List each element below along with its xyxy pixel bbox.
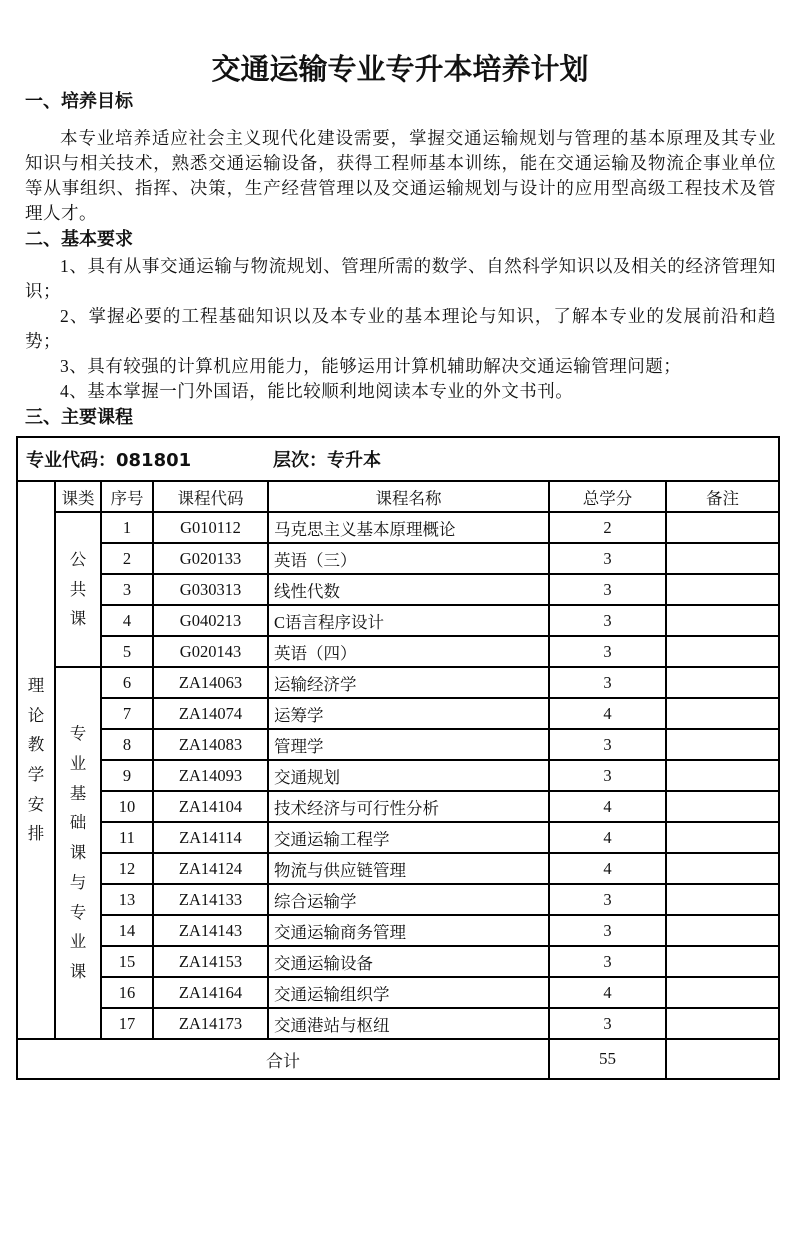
cell-remark	[666, 574, 779, 605]
cell-no: 7	[101, 698, 153, 729]
table-row	[17, 760, 779, 791]
cell-credits: 3	[549, 915, 666, 946]
category-major-label: 专业基础课与专业课	[69, 724, 87, 981]
cell-no: 13	[101, 884, 153, 915]
cell-no: 6	[101, 667, 153, 698]
cell-course-code: ZA14074	[153, 698, 268, 729]
cell-credits: 3	[549, 636, 666, 667]
course-table	[16, 436, 780, 1080]
table-row	[17, 884, 779, 915]
category-public-cell	[55, 512, 101, 667]
section2-heading: 二、基本要求	[25, 229, 133, 250]
cell-no: 8	[101, 729, 153, 760]
cell-course-code: ZA14153	[153, 946, 268, 977]
cell-remark	[666, 946, 779, 977]
cell-course-code: ZA14093	[153, 760, 268, 791]
table-row	[17, 543, 779, 574]
section3-heading: 三、主要课程	[25, 407, 133, 428]
requirement-item-2: 2、掌握必要的工程基础知识以及本专业的基本理论与知识，了解本专业的发展前沿和趋势；	[25, 306, 776, 351]
major-code-value: 081801	[116, 450, 192, 471]
table-row	[17, 574, 779, 605]
table-row	[17, 605, 779, 636]
cell-no: 12	[101, 853, 153, 884]
section1-paragraph: 本专业培养适应社会主义现代化建设需要，掌握交通运输规划与管理的基本原理及其专业知识与相关技术，熟悉交通运输设备，获得工程师基本训练，能在交通运输及物流企事业单位等从事组织、指挥、决策，生产经营管理以及交通运输规划与设计的应用型高级工程技术及管理人才。	[25, 128, 776, 223]
cell-credits: 2	[549, 512, 666, 543]
cell-credits: 3	[549, 574, 666, 605]
table-row	[17, 667, 779, 698]
table-row	[17, 977, 779, 1008]
cell-credits: 4	[549, 822, 666, 853]
total-credits-cell: 55	[549, 1039, 666, 1079]
cell-course-name: 运输经济学	[268, 667, 549, 698]
cell-credits: 3	[549, 605, 666, 636]
cell-no: 14	[101, 915, 153, 946]
table-row	[17, 729, 779, 760]
cell-remark	[666, 884, 779, 915]
table-row	[17, 853, 779, 884]
total-label-cell: 合计	[17, 1039, 549, 1079]
cell-course-code: ZA14173	[153, 1008, 268, 1039]
header-no: 序号	[101, 481, 153, 512]
major-code	[26, 446, 273, 472]
table-header-row	[17, 481, 779, 512]
cell-course-name: 交通港站与枢纽	[268, 1008, 549, 1039]
cell-course-name: 管理学	[268, 729, 549, 760]
cell-no: 2	[101, 543, 153, 574]
category-public-label: 公共课	[69, 549, 87, 629]
meta-cell	[17, 437, 779, 481]
category-major-cell	[55, 667, 101, 1039]
section1-heading: 一、培养目标	[25, 91, 133, 112]
cell-course-code: G020143	[153, 636, 268, 667]
cell-course-code: G020133	[153, 543, 268, 574]
cell-remark	[666, 512, 779, 543]
table-row	[17, 512, 779, 543]
table-row	[17, 636, 779, 667]
cell-remark	[666, 667, 779, 698]
cell-course-code: ZA14143	[153, 915, 268, 946]
cell-course-name: 交通运输组织学	[268, 977, 549, 1008]
major-code-label: 专业代码：	[26, 450, 116, 471]
header-course-code: 课程代码	[153, 481, 268, 512]
cell-course-code: ZA14114	[153, 822, 268, 853]
cell-remark	[666, 977, 779, 1008]
cell-course-code: ZA14164	[153, 977, 268, 1008]
table-row	[17, 822, 779, 853]
cell-no: 16	[101, 977, 153, 1008]
total-remark-cell	[666, 1039, 779, 1079]
cell-credits: 3	[549, 729, 666, 760]
cell-credits: 4	[549, 698, 666, 729]
cell-course-code: ZA14133	[153, 884, 268, 915]
cell-credits: 3	[549, 1008, 666, 1039]
cell-remark	[666, 853, 779, 884]
cell-no: 15	[101, 946, 153, 977]
cell-course-name: 运筹学	[268, 698, 549, 729]
cell-remark	[666, 729, 779, 760]
cell-course-name: 线性代数	[268, 574, 549, 605]
header-credits: 总学分	[549, 481, 666, 512]
requirement-item-1: 1、具有从事交通运输与物流规划、管理所需的数学、自然科学知识以及相关的经济管理知识；	[25, 256, 776, 301]
cell-remark	[666, 760, 779, 791]
cell-remark	[666, 1008, 779, 1039]
cell-no: 11	[101, 822, 153, 853]
cell-no: 17	[101, 1008, 153, 1039]
cell-no: 9	[101, 760, 153, 791]
cell-remark	[666, 636, 779, 667]
cell-credits: 3	[549, 543, 666, 574]
cell-course-name: 交通运输商务管理	[268, 915, 549, 946]
cell-remark	[666, 605, 779, 636]
cell-no: 3	[101, 574, 153, 605]
cell-course-name: 交通运输工程学	[268, 822, 549, 853]
cell-remark	[666, 915, 779, 946]
cell-no: 5	[101, 636, 153, 667]
cell-course-code: G010112	[153, 512, 268, 543]
table-row	[17, 915, 779, 946]
cell-no: 4	[101, 605, 153, 636]
cell-credits: 3	[549, 884, 666, 915]
stage-label: 理论教学安排	[27, 675, 45, 844]
stage-cell	[17, 481, 55, 1039]
header-course-name: 课程名称	[268, 481, 549, 512]
cell-course-name: 马克思主义基本原理概论	[268, 512, 549, 543]
requirement-item-4: 4、基本掌握一门外国语，能比较顺利地阅读本专业的外文书刊。	[60, 381, 574, 401]
table-row	[17, 1008, 779, 1039]
table-row	[17, 946, 779, 977]
cell-remark	[666, 543, 779, 574]
table-row	[17, 791, 779, 822]
table-row	[17, 698, 779, 729]
table-total-row	[17, 1039, 779, 1079]
cell-remark	[666, 698, 779, 729]
cell-remark	[666, 822, 779, 853]
cell-course-name: 交通规划	[268, 760, 549, 791]
requirement-item-3: 3、具有较强的计算机应用能力，能够运用计算机辅助解决交通运输管理问题；	[60, 356, 682, 376]
program-level-value: 专升本	[327, 450, 381, 471]
cell-course-name: 综合运输学	[268, 884, 549, 915]
program-level-label: 层次：	[273, 450, 327, 471]
document-body	[25, 88, 776, 432]
cell-course-code: ZA14063	[153, 667, 268, 698]
cell-course-name: 物流与供应链管理	[268, 853, 549, 884]
page-title: 交通运输专业专升本培养计划	[211, 52, 589, 86]
cell-credits: 3	[549, 667, 666, 698]
cell-credits: 3	[549, 760, 666, 791]
cell-course-code: ZA14124	[153, 853, 268, 884]
header-remarks: 备注	[666, 481, 779, 512]
program-level	[273, 450, 381, 471]
cell-course-code: G030313	[153, 574, 268, 605]
cell-course-name: C语言程序设计	[268, 605, 549, 636]
cell-credits: 3	[549, 946, 666, 977]
cell-course-name: 英语（三）	[268, 543, 549, 574]
document-page	[0, 50, 800, 1249]
table-meta-row	[17, 437, 779, 481]
cell-course-code: ZA14104	[153, 791, 268, 822]
cell-no: 10	[101, 791, 153, 822]
cell-course-name: 英语（四）	[268, 636, 549, 667]
cell-course-code: ZA14083	[153, 729, 268, 760]
cell-remark	[666, 791, 779, 822]
cell-credits: 4	[549, 853, 666, 884]
cell-no: 1	[101, 512, 153, 543]
header-category: 课类	[55, 481, 101, 512]
cell-credits: 4	[549, 977, 666, 1008]
cell-course-name: 技术经济与可行性分析	[268, 791, 549, 822]
cell-course-code: G040213	[153, 605, 268, 636]
cell-course-name: 交通运输设备	[268, 946, 549, 977]
cell-credits: 4	[549, 791, 666, 822]
